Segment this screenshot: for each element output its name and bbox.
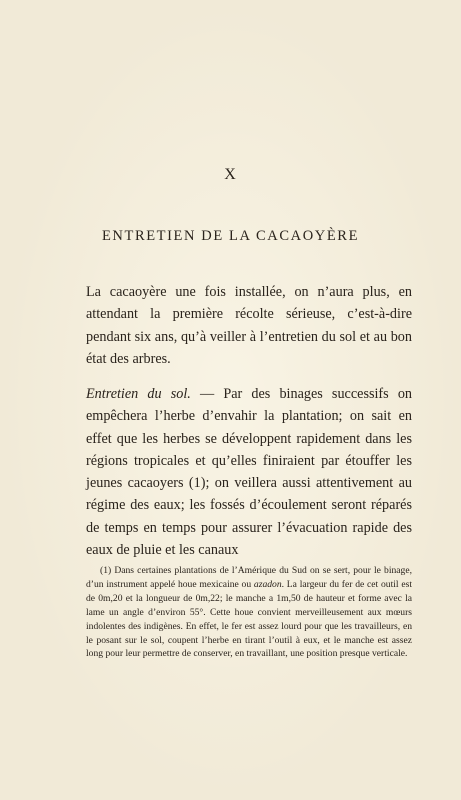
footnote-term: azadon [253,578,282,590]
footnote [86,564,412,661]
footnote-text-a: Dans certaines plantations de l’Amérique du Sud on se sert, pour le binage, d’un instrument appelé houe mexicaine ou [86,565,412,590]
chapter-title: ENTRETIEN DE LA CACAOYÈRE [101,228,360,244]
chapter-number: X [224,166,237,183]
paragraph-soil-maintenance [86,383,412,561]
paragraph-intro [86,281,412,370]
footnote-text-b: . La largeur du fer de cet outil est de 0m,20 et la longueur de 0m,22; le manche a 1m,50 de hauteur et forme avec la lame un angle d’environ 55°. Cette houe convient merveilleusement aux mœurs indolentes des indigènes. En effet, le fer est assez lourd pour que les travailleurs, en le posant sur le sol, coupent l’herbe en tirant l’outil à eux, et le manche est assez long pour leur permettre de conserver, en travaillant, une position presque verticale. [86,578,412,660]
paragraph-intro-text: La cacaoyère une fois installée, on n’aura plus, en attendant la première récolte sérieuse, c’est-à-dire pendant six ans, qu’à veiller à l’entretien du sol et au bon état des arbres. [86,284,412,367]
footnote-mark: (1) [100,565,112,576]
section-lead-in: Entretien du sol. [86,386,191,402]
paragraph-soil-text: — Par des binages successifs on empêchera l’herbe d’envahir la plantation; on sait en effet que les herbes se développent rapidement dans les régions tropicales et qu’elles finiraient par étouffer les jeunes cacaoyers (1); on veillera aussi attentivement au régime des eaux; les fossés d’écoulement seront réparés de temps en temps pour assurer l’évacuation rapide des eaux de pluie et les canaux [86,386,413,559]
